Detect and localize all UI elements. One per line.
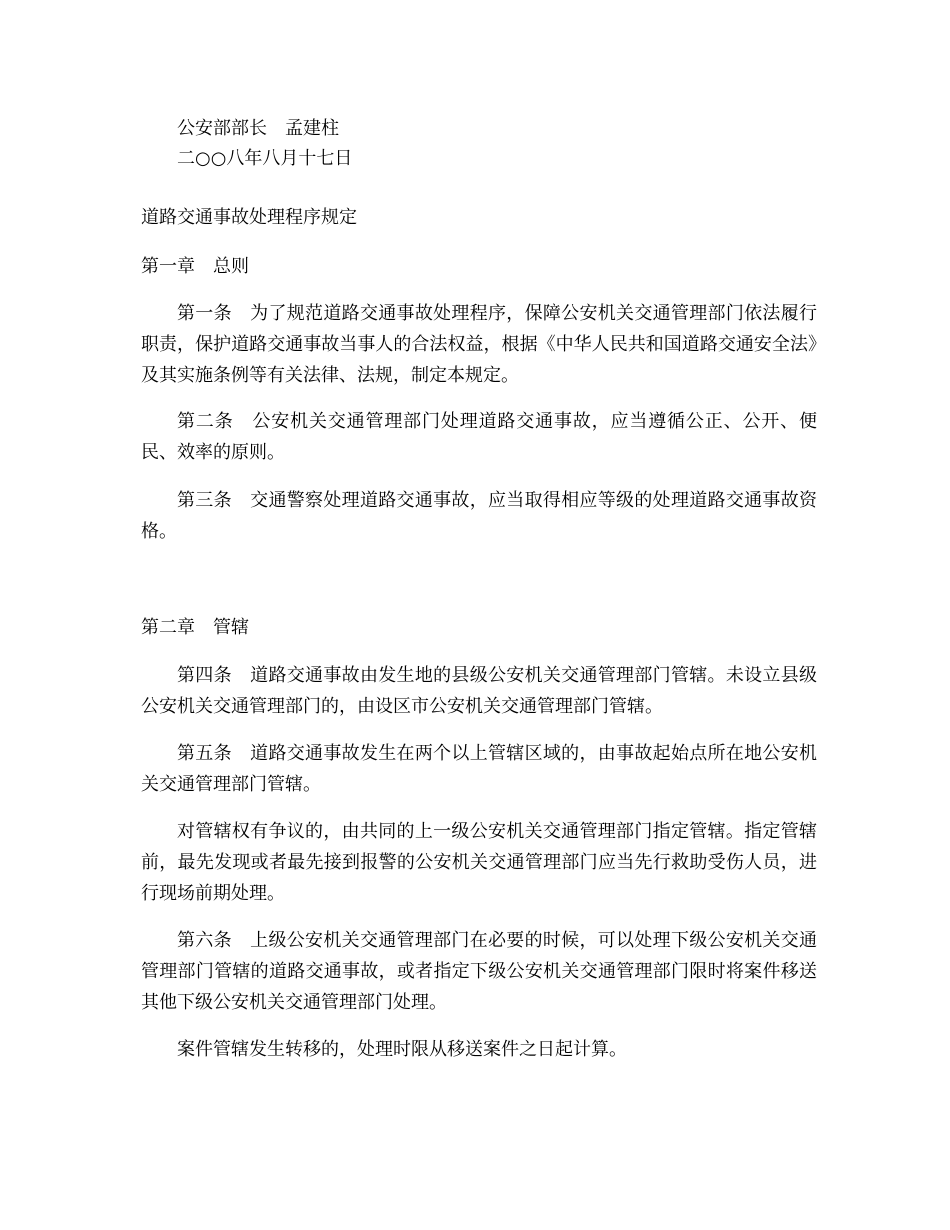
article-1: 第一条 为了规范道路交通事故处理程序，保障公安机关交通管理部门依法履行职责，保护道路交通事故当事人的合法权益，根据《中华人民共和国道路交通安全法》及其实施条例等有关法律、法规，制定本规定。 <box>141 303 817 386</box>
article-6: 第六条 上级公安机关交通管理部门在必要的时候，可以处理下级公安机关交通管理部门管辖的道路交通事故，或者指定下级公安机关交通管理部门限时将案件移送其他下级公安机关交通管理部门处理。 <box>141 930 817 1013</box>
chapter2-heading: 第二章 管辖 <box>141 617 249 638</box>
article-2: 第二条 公安机关交通管理部门处理道路交通事故，应当遵循公正、公开、便民、效率的原则。 <box>141 411 817 463</box>
document-title: 道路交通事故处理程序规定 <box>141 207 357 228</box>
signature-date: 二○○八年八月十七日 <box>177 148 353 169</box>
article-5-paragraph-2: 对管辖权有争议的，由共同的上一级公安机关交通管理部门指定管辖。指定管辖前，最先发现或者最先接到报警的公安机关交通管理部门应当先行救助受伤人员，进行现场前期处理。 <box>141 821 817 904</box>
article-6-paragraph-2: 案件管辖发生转移的，处理时限从移送案件之日起计算。 <box>177 1039 627 1060</box>
article-3: 第三条 交通警察处理道路交通事故，应当取得相应等级的处理道路交通事故资格。 <box>141 490 817 542</box>
article-5: 第五条 道路交通事故发生在两个以上管辖区域的，由事故起始点所在地公安机关交通管理部门管辖。 <box>141 743 817 795</box>
chapter1-heading: 第一章 总则 <box>141 256 249 277</box>
signature-title: 公安部部长 孟建柱 <box>177 118 339 139</box>
article-4: 第四条 道路交通事故由发生地的县级公安机关交通管理部门管辖。未设立县级公安机关交通管理部门的，由设区市公安机关交通管理部门管辖。 <box>141 665 817 717</box>
